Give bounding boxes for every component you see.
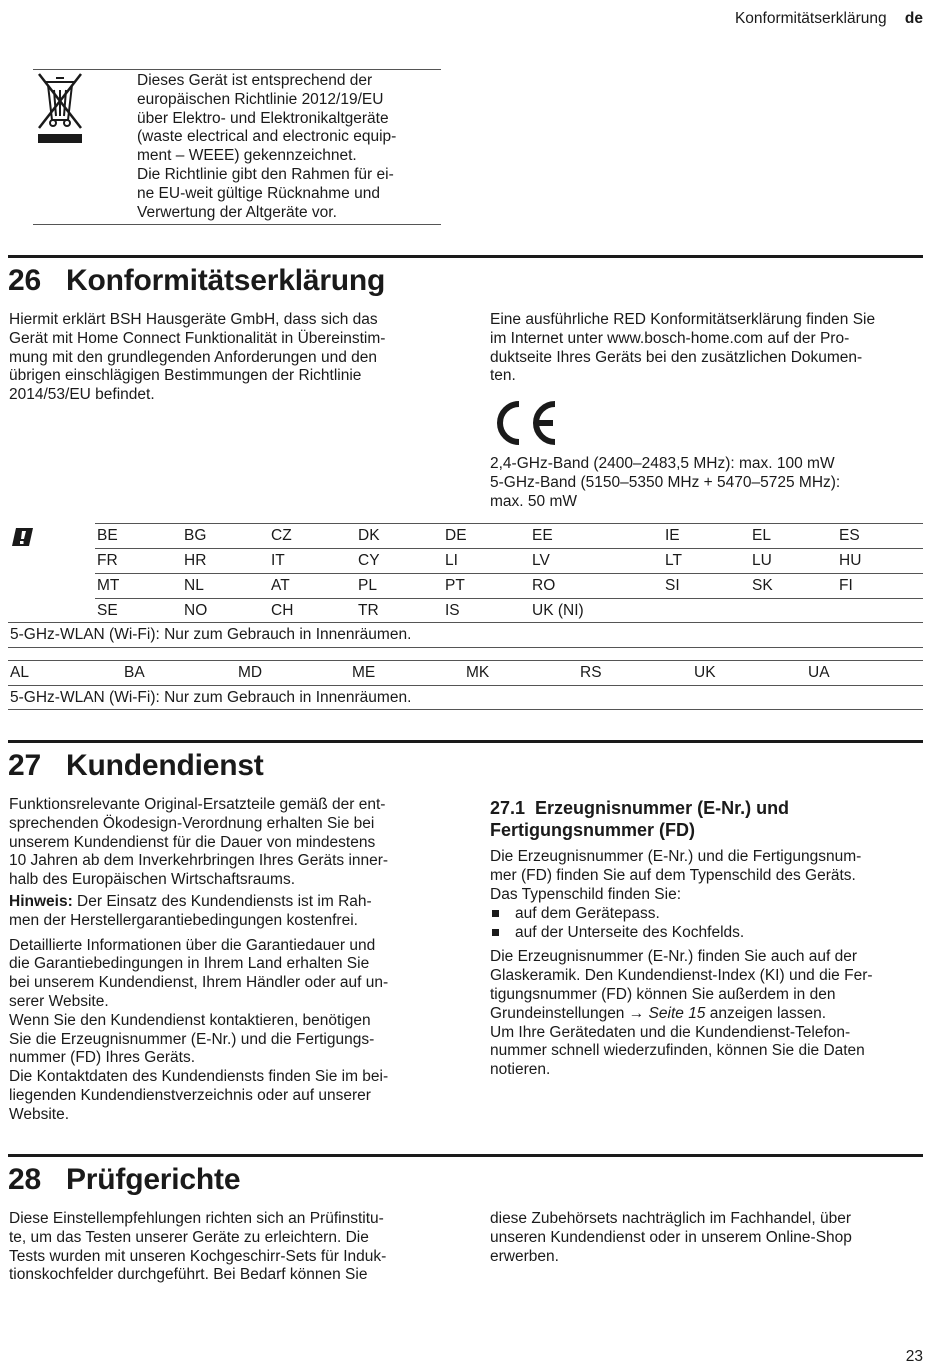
- country-cell: FR: [97, 552, 118, 569]
- section-28-left-text: Diese Einstellempfehlungen richten sich an Prüfinstitu- te, um das Testen unserer Geräte zu erleichtern. Die Tests wurden mit unseren Kochgeschirr-Sets für Induk- tionskochfelder durchgeführt. Bei Bedarf können Sie: [9, 1210, 387, 1284]
- section-28-rule: [8, 1154, 923, 1157]
- list-item: auf dem Gerätepass.: [490, 904, 930, 923]
- section-title: Prüfgerichte: [66, 1163, 241, 1196]
- country-cell: SE: [97, 602, 118, 619]
- country-cell: CZ: [271, 527, 292, 544]
- country-cell: UK (NI): [532, 602, 584, 619]
- section-title: Kundendienst: [66, 749, 264, 782]
- table-row: [95, 599, 923, 624]
- country-cell: CH: [271, 602, 294, 619]
- hint-paragraph: Hinweis: Der Einsatz des Kundendiensts ist im Rah- men der Herstellergarantiebedingungen kostenfrei.: [9, 892, 372, 929]
- country-cell: HR: [184, 552, 207, 569]
- country-cell: MK: [466, 664, 490, 681]
- page-link[interactable]: Seite 15: [644, 1004, 706, 1022]
- country-cell: LI: [445, 552, 458, 569]
- section-27-heading: [8, 748, 264, 784]
- country-cell: [750, 599, 837, 624]
- country-table-1-note: 5-GHz-WLAN (Wi-Fi): Nur zum Gebrauch in Innenräumen.: [10, 626, 412, 643]
- country-cell: AT: [271, 577, 290, 594]
- country-cell: ME: [352, 664, 376, 681]
- country-cell: MD: [238, 664, 263, 681]
- frequency-bands: 2,4-GHz-Band (2400–2483,5 MHz): max. 100 mW 5-GHz-Band (5150–5350 MHz + 5470–5725 MHz): max. 50 mW: [490, 455, 841, 510]
- weee-rule-top: [33, 69, 441, 70]
- section-26-rule: [8, 255, 923, 258]
- country-table-1-note-rule: [8, 622, 923, 623]
- section-26-left-text: Hiermit erklärt BSH Hausgeräte GmbH, dass sich das Gerät mit Home Connect Funktionalität in Übereinstim- mung mit den grundlegenden Anforderungen und den übrigen einschlägigen Bestimmungen der Richtlinie 2014/53/EU befindet.: [9, 311, 386, 404]
- country-cell: BE: [97, 527, 118, 544]
- country-cell: EE: [532, 527, 553, 544]
- country-table-2-bottom-rule: [8, 709, 923, 710]
- section-number: 28: [8, 1163, 41, 1196]
- weee-text: Dieses Gerät ist entsprechend der europäischen Richtlinie 2012/19/EU über Elektro- und Elektronikaltgeräte (waste electrical and electronic equip- ment – WEEE) gekennzeichnet. Die Richtlinie gibt den Rahmen für ei- ne EU-weit gültige Rücknahme und Verwertung der Altgeräte vor.: [137, 72, 397, 221]
- warning-note-icon: [11, 526, 35, 548]
- country-table-1: [95, 524, 923, 623]
- section-26-right-text: Eine ausführliche RED Konformitätserklärung finden Sie im Internet unter www.bosch-home.com auf der Pro- duktseite Ihres Geräts bei den zusätzlichen Dokumen- ten.: [490, 311, 876, 385]
- country-cell: BG: [184, 527, 207, 544]
- section-28-right-text: diese Zubehörsets nachträglich im Fachhandel, über unseren Kundendienst oder in unserem Online-Shop erwerben.: [490, 1210, 852, 1265]
- country-cell: NO: [184, 602, 208, 619]
- header-lang: de: [904, 10, 923, 27]
- table-row: [95, 574, 923, 599]
- country-cell: [837, 599, 923, 624]
- country-table-2: [8, 661, 923, 686]
- country-cell: UK: [694, 664, 716, 681]
- subsection-p2: Die Erzeugnisnummer (E-Nr.) finden Sie auch auf der Glaskeramik. Den Kundendienst-Index (KI) und die Fer- tigungsnummer (FD) können Sie außerdem in den Grundeinstellungen → Seite 15 anzeigen lassen. Um Ihre Gerätedaten und die Kundendienst-Telefon- nummer schnell wiederzufinden, können Sie die Daten notieren.: [490, 948, 930, 1080]
- crossed-out-wheelie-bin-icon: [36, 72, 84, 146]
- country-cell: TR: [358, 602, 379, 619]
- section-27-left-text: Funktionsrelevante Original-Ersatzteile gemäß der ent- sprechenden Ökodesign-Verordnung erhalten Sie bei unserem Kundendienst für die Dauer von mindestens 10 Jahren ab dem Inverkehrbringen Ihres Geräts inner- halb des Europäischen Wirtschaftsraums. Hinweis: Der Einsatz des Kundendiensts ist im Rah- men der Herstellergarantiebedingungen kostenfrei. Detaillierte Informationen über die Garantiedauer und die Garantiebedingungen in Ihrem Land erhalten Sie bei unserem Kundendienst, Ihrem Händler oder auf un- serer Website. Wenn Sie den Kundendienst kontaktieren, benötigen Sie die Erzeugnisnummer (E-Nr.) und die Fertigungs- nummer (FD) Ihres Geräts. Die Kontaktdaten des Kundendiensts finden Sie im bei- liegenden Kundendienstverzeichnis oder auf unserer Website.: [9, 796, 449, 1125]
- country-cell: ES: [839, 527, 860, 544]
- country-cell: IT: [271, 552, 285, 569]
- country-cell: [663, 599, 750, 624]
- country-cell: AL: [10, 664, 29, 681]
- country-cell: UA: [808, 664, 830, 681]
- country-cell: FI: [839, 577, 853, 594]
- country-cell: PT: [445, 577, 465, 594]
- country-cell: SI: [665, 577, 680, 594]
- page-number: 23: [905, 1348, 923, 1365]
- country-cell: MT: [97, 577, 120, 594]
- country-cell: HU: [839, 552, 862, 569]
- header-title: Konformitätserklärung: [734, 10, 887, 27]
- country-cell: LT: [665, 552, 682, 569]
- section-number: 26: [8, 264, 41, 297]
- section-title: Konformitätserklärung: [66, 264, 386, 297]
- section-28-heading: [8, 1162, 240, 1198]
- country-cell: NL: [184, 577, 204, 594]
- subsection-title: 27.1 Erzeugnisnummer (E-Nr.) und Fertigungsnummer (FD): [490, 798, 790, 840]
- arrow-right-icon: →: [628, 1004, 645, 1022]
- country-cell: DK: [358, 527, 380, 544]
- country-cell: EL: [752, 527, 771, 544]
- country-cell: LV: [532, 552, 550, 569]
- subsection-p1: Die Erzeugnisnummer (E-Nr.) und die Fertigungsnum- mer (FD) finden Sie auf dem Typenschild des Geräts. Das Typenschild finden Sie:: [490, 848, 862, 903]
- country-cell: IS: [445, 602, 460, 619]
- country-table-2-note: 5-GHz-WLAN (Wi-Fi): Nur zum Gebrauch in Innenräumen.: [10, 689, 412, 706]
- country-cell: CY: [358, 552, 380, 569]
- country-cell: LU: [752, 552, 772, 569]
- country-cell: IE: [665, 527, 680, 544]
- country-cell: SK: [752, 577, 773, 594]
- bullet-list: [490, 904, 930, 942]
- subsection-27-1: [490, 797, 930, 1080]
- country-cell: RO: [532, 577, 556, 594]
- country-cell: DE: [445, 527, 467, 544]
- country-table-1-bottom-rule: [8, 647, 923, 648]
- country-cell: PL: [358, 577, 377, 594]
- section-26-heading: [8, 263, 385, 299]
- page-reference: Grundeinstellungen → Seite 15 anzeigen lassen.: [490, 1004, 827, 1022]
- country-cell: BA: [124, 664, 145, 681]
- table-row: [8, 661, 923, 686]
- warranty-paragraph: Detaillierte Informationen über die Garantiedauer und die Garantiebedingungen in Ihrem Land erhalten Sie bei unserem Kundendienst, Ihrem Händler oder auf un- serer Website. Wenn Sie den Kundendienst kontaktieren, benötigen Sie die Erzeugnisnummer (E-Nr.) und die Fertigungs- nummer (FD) Ihres Geräts. Die Kontaktdaten des Kundendiensts finden Sie im bei- liegenden Kundendienstverzeichnis oder auf unserer Website.: [9, 936, 389, 1123]
- list-item: auf der Unterseite des Kochfelds.: [490, 923, 930, 942]
- ce-mark-icon: [489, 398, 561, 448]
- section-number: 27: [8, 749, 41, 782]
- section-27-rule: [8, 740, 923, 743]
- running-header: [0, 10, 923, 28]
- table-row: [95, 524, 923, 549]
- hint-label: Hinweis:: [9, 892, 73, 910]
- table-row: [95, 549, 923, 574]
- weee-rule-bottom: [33, 224, 441, 225]
- country-cell: RS: [580, 664, 602, 681]
